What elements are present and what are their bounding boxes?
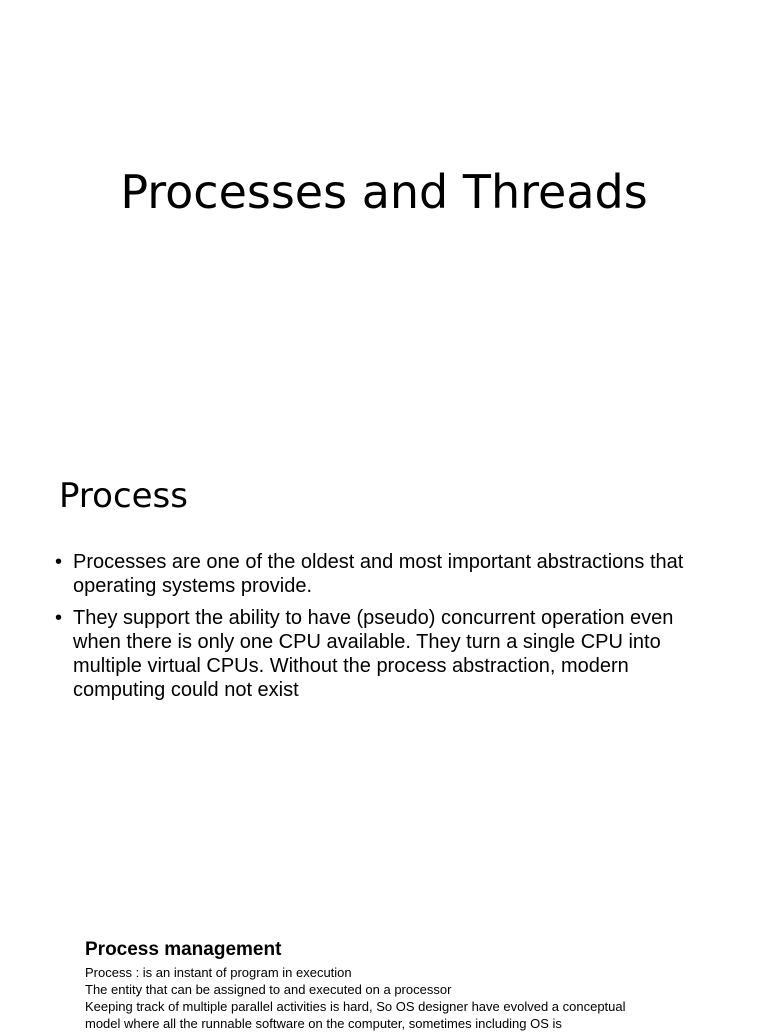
management-line: model where all the runnable software on the computer, sometimes including OS is (85, 1016, 562, 1031)
bullet-text: They support the ability to have (pseudo) concurrent operation even when there is only one CPU available. They turn a single CPU into multiple virtual CPUs. Without the process abstraction, modern computing could not exist (73, 607, 674, 701)
process-heading: Process (59, 476, 188, 516)
bullet-item (55, 550, 715, 598)
bullet-item (55, 606, 715, 702)
management-line: The entity that can be assigned to and executed on a processor (85, 982, 452, 997)
bullet-dot-icon: • (55, 607, 63, 629)
process-slide (0, 432, 768, 864)
bullet-dot-icon: • (55, 551, 63, 573)
management-line: Process : is an instant of program in execution (85, 965, 352, 980)
process-management-slide (0, 864, 768, 1031)
presentation-title: Processes and Threads (120, 165, 648, 219)
bullet-text: Processes are one of the oldest and most important abstractions that operating systems provide. (73, 551, 684, 597)
process-management-lines (85, 964, 665, 1032)
management-line: Keeping track of multiple parallel activities is hard, So OS designer have evolved a conceptual (85, 999, 626, 1014)
title-slide (0, 0, 768, 432)
process-management-heading: Process management (85, 939, 282, 960)
process-bullet-list (55, 550, 715, 710)
